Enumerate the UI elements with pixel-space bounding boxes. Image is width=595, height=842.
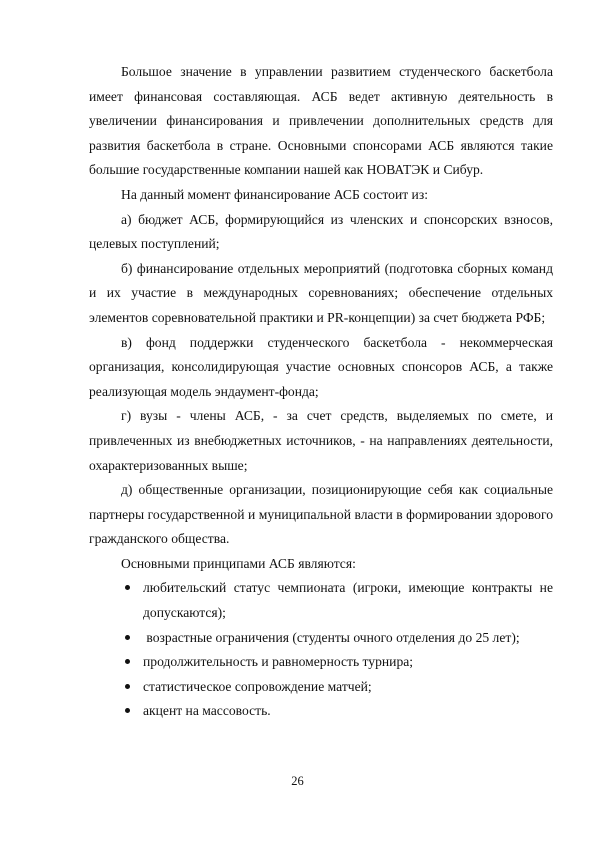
list-item: [89, 699, 553, 724]
paragraph-principles-lead: Основными принципами АСБ являются:: [121, 555, 356, 571]
list-item-text: статистическое сопровождение матчей;: [143, 678, 372, 694]
list-item: [89, 576, 553, 625]
paragraph-item-g: г) вузы - члены АСБ, - за счет средств, выделяемых по смете, и привлеченных из внебюджетных источников, - на направлениях деятельности, охарактеризованных выше;: [89, 408, 553, 473]
page-number: 26: [291, 774, 304, 788]
paragraph-item-b: б) финансирование отдельных мероприятий (подготовка сборных команд и их участие в международных соревнованиях; обеспечение отдельных элементов соревновательной практики и PR-концепции) за счет бюджета РФБ;: [89, 260, 553, 325]
page-body: [89, 60, 553, 724]
principles-list: [89, 576, 553, 724]
bullet-icon: [125, 708, 130, 713]
list-item-text: акцент на массовость.: [143, 703, 271, 719]
bullet-icon: [125, 659, 130, 664]
paragraph-item-v: в) фонд поддержки студенческого баскетбола - некоммерческая организация, консолидирующая участие основных спонсоров АСБ, а также реализующая модель эндаумент-фонда;: [89, 334, 553, 399]
paragraph-item-d: д) общественные организации, позиционирующие себя как социальные партнеры государственной и муниципальной власти в формировании здорового гражданского общества.: [89, 482, 553, 547]
paragraph-financing-lead: На данный момент финансирование АСБ состоит из:: [121, 186, 428, 202]
list-item-text: возрастные ограничения (студенты очного отделения до 25 лет);: [143, 629, 520, 645]
paragraph-intro: Большое значение в управлении развитием студенческого баскетбола имеет финансовая составляющая. АСБ ведет активную деятельность в увеличении финансирования и привлечении дополнительных средств для развития баскетбола в стране. Основными спонсорами АСБ являются такие большие государственные компании нашей как НОВАТЭК и Сибур.: [89, 64, 553, 178]
list-item: [89, 650, 553, 675]
bullet-icon: [125, 585, 130, 590]
list-item-text: любительский статус чемпионата (игроки, имеющие контракты не допускаются);: [143, 580, 553, 621]
list-item-text: продолжительность и равномерность турнира;: [143, 654, 414, 670]
paragraph-item-a: а) бюджет АСБ, формирующийся из членских и спонсорских взносов, целевых поступлений;: [89, 211, 553, 252]
list-item: [89, 675, 553, 700]
bullet-icon: [125, 635, 130, 640]
list-item: [89, 626, 553, 651]
bullet-icon: [125, 684, 130, 689]
